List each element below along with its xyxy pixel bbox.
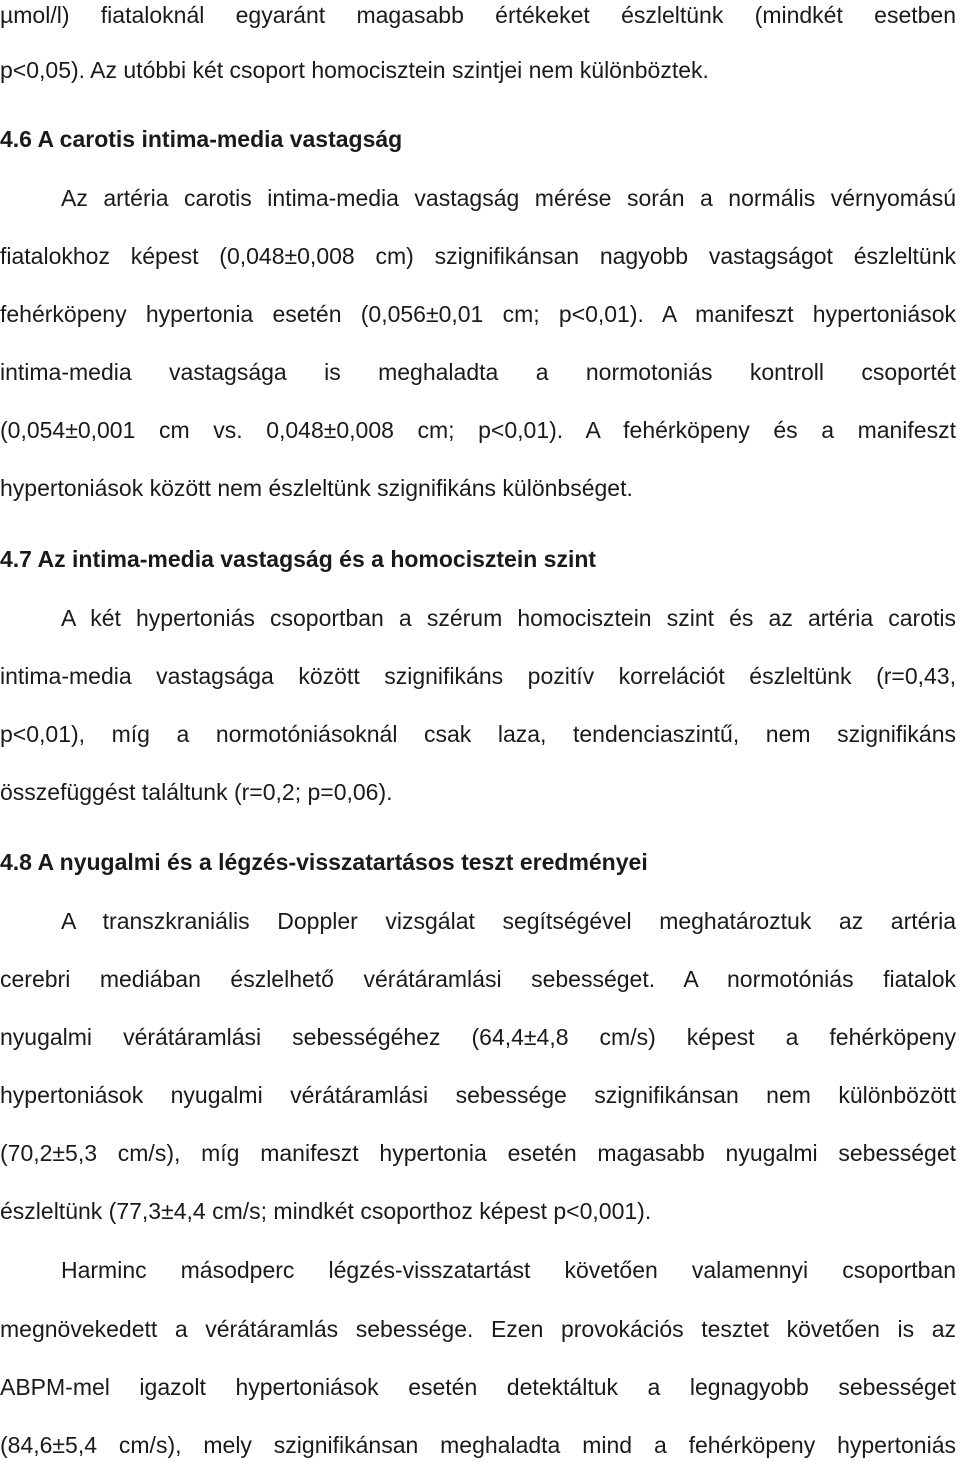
text-line: Az artéria carotis intima-media vastagság mérése során a normális vérnyomású: [61, 185, 956, 211]
section-heading: 4.7 Az intima-media vastagság és a homocisztein szint: [0, 546, 597, 572]
text-line: ABPM-mel igazolt hypertoniások esetén detektáltuk a legnagyobb sebességet: [0, 1374, 956, 1400]
text-line: A két hypertoniás csoportban a szérum homocisztein szint és az artéria carotis: [61, 605, 956, 631]
text-line: p<0,05). Az utóbbi két csoport homocisztein szintjei nem különböztek.: [0, 57, 709, 83]
text-line: megnövekedett a vérátáramlás sebessége. Ezen provokációs tesztet követően is az: [0, 1316, 956, 1342]
text-line: fehérköpeny hypertonia esetén (0,056±0,01 cm; p<0,01). A manifeszt hypertoniások: [0, 301, 956, 327]
section-heading: 4.8 A nyugalmi és a légzés-visszatartásos teszt eredményei: [0, 849, 648, 875]
text-line: intima-media vastagsága között szignifikáns pozitív korrelációt észleltünk (r=0,43,: [0, 663, 956, 689]
text-line: (84,6±5,4 cm/s), mely szignifikánsan meghaladta mind a fehérköpeny hypertoniás: [0, 1432, 956, 1458]
text-line: A transzkraniális Doppler vizsgálat segítségével meghatároztuk az artéria: [61, 908, 956, 934]
text-line: intima-media vastagsága is meghaladta a normotoniás kontroll csoportét: [0, 359, 956, 385]
text-line: cerebri mediában észlelhető vérátáramlási sebességet. A normotóniás fiatalok: [0, 966, 956, 992]
section-heading: 4.6 A carotis intima-media vastagság: [0, 126, 403, 152]
text-line: Harminc másodperc légzés-visszatartást követően valamennyi csoportban: [61, 1257, 956, 1283]
text-line: összefüggést találtunk (r=0,2; p=0,06).: [0, 779, 393, 805]
text-line: µmol/l) fiataloknál egyaránt magasabb értékeket észleltünk (mindkét esetben: [0, 2, 956, 28]
text-line: hypertoniások között nem észleltünk szignifikáns különbséget.: [0, 475, 633, 501]
text-line: fiatalokhoz képest (0,048±0,008 cm) szignifikánsan nagyobb vastagságot észleltünk: [0, 243, 956, 269]
text-line: nyugalmi vérátáramlási sebességéhez (64,4±4,8 cm/s) képest a fehérköpeny: [0, 1024, 956, 1050]
text-line: (70,2±5,3 cm/s), míg manifeszt hypertonia esetén magasabb nyugalmi sebességet: [0, 1140, 956, 1166]
text-line: hypertoniások nyugalmi vérátáramlási sebessége szignifikánsan nem különbözött: [0, 1082, 956, 1108]
text-line: észleltünk (77,3±4,4 cm/s; mindkét csoporthoz képest p<0,001).: [0, 1198, 652, 1224]
text-line: (0,054±0,001 cm vs. 0,048±0,008 cm; p<0,01). A fehérköpeny és a manifeszt: [0, 417, 956, 443]
text-line: p<0,01), míg a normotóniásoknál csak laza, tendenciaszintű, nem szignifikáns: [0, 721, 956, 747]
